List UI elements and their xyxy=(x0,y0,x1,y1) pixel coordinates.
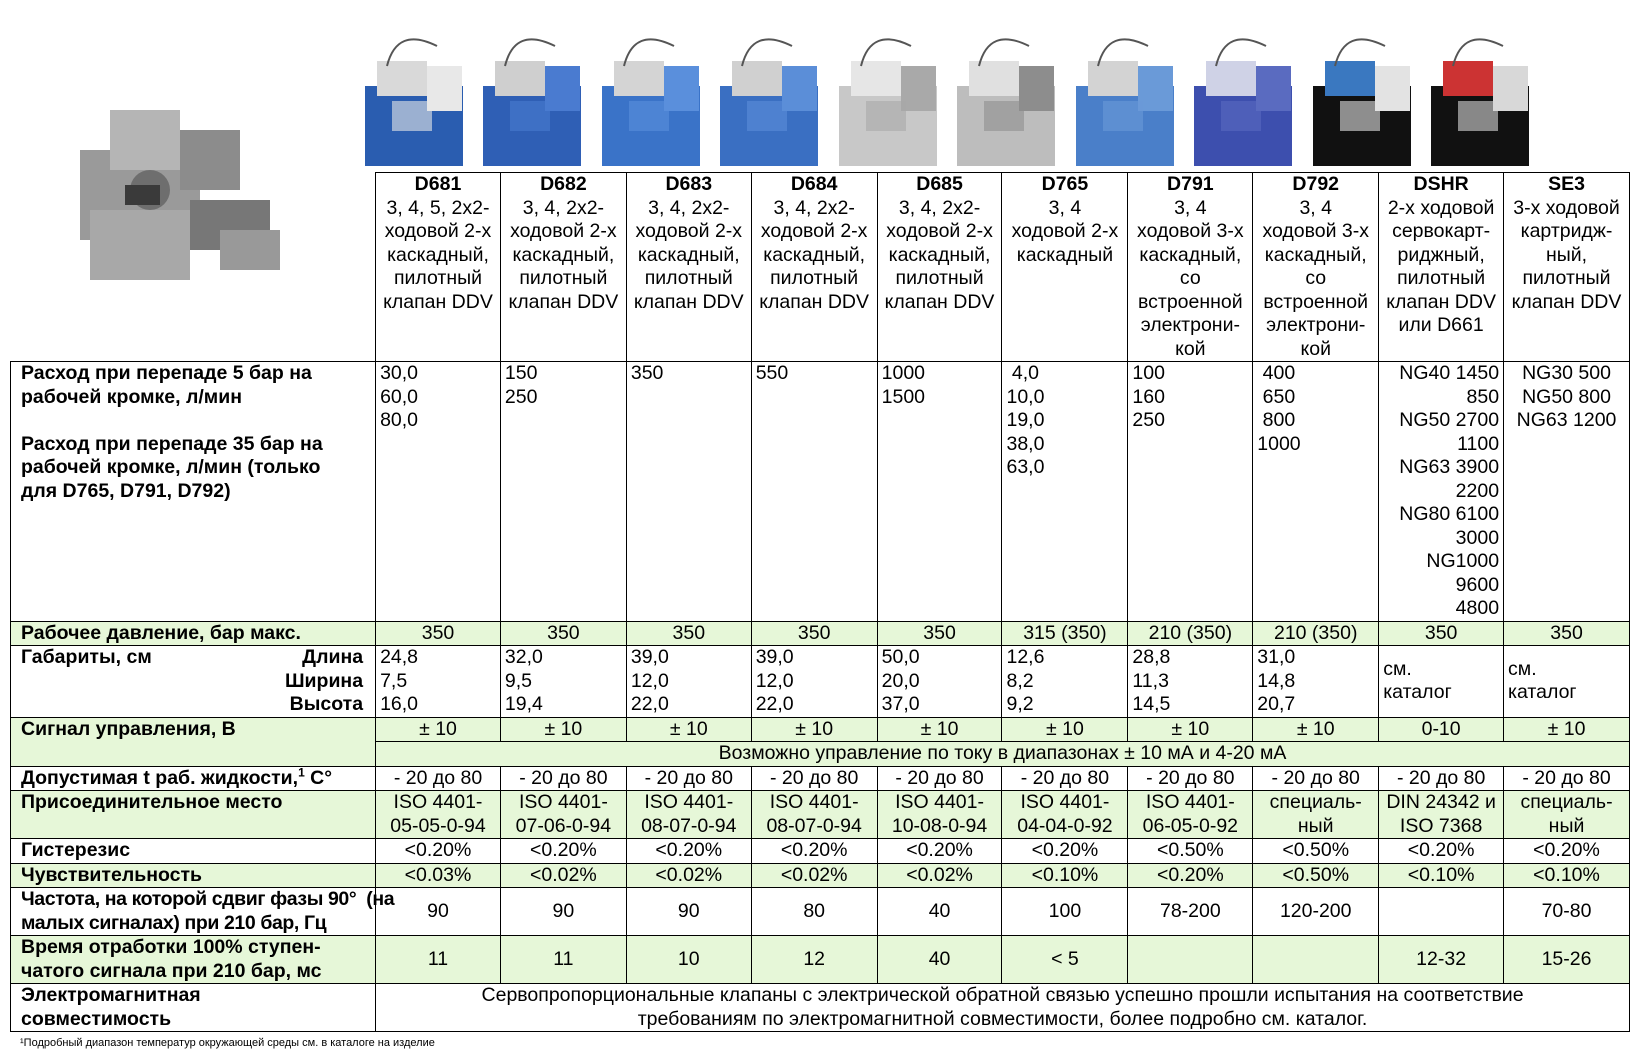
dims-value: 39,0 12,0 22,0 xyxy=(751,646,877,718)
flow-value: 400 650 800 1000 xyxy=(1253,362,1379,622)
mount-value: специаль- ный xyxy=(1253,791,1379,839)
pressure-value: 315 (350) xyxy=(1002,621,1128,646)
sensitivity-value: <0.20% xyxy=(1128,863,1253,888)
table-row xyxy=(11,936,1630,984)
mount-value: ISO 4401- 06-05-0-92 xyxy=(1128,791,1253,839)
dims-value: 28,8 11,3 14,5 xyxy=(1128,646,1253,718)
dims-value: 24,8 7,5 16,0 xyxy=(376,646,501,718)
temp-value: - 20 до 80 xyxy=(1379,766,1504,791)
flow-value: 4,0 10,0 19,0 38,0 63,0 xyxy=(1002,362,1128,622)
signal-label: Сигнал управления, В xyxy=(11,717,376,766)
model-name: D792 xyxy=(1292,173,1340,195)
step-time-label: Время отработки 100% ступен- чатого сигнала при 210 бар, мс xyxy=(11,936,376,984)
hysteresis-value: <0.20% xyxy=(1379,839,1504,864)
valve-d792-image xyxy=(1186,6,1300,172)
step-time-value: < 5 xyxy=(1002,936,1128,984)
step-time-value: 12 xyxy=(751,936,877,984)
model-description: 2-х ходовой сервокарт- риджный, пилотный клапан DDV или D661 xyxy=(1386,196,1496,336)
model-header-d681 xyxy=(376,173,501,362)
pressure-label: Рабочее давление, бар макс. xyxy=(11,621,376,646)
hysteresis-value: <0.20% xyxy=(877,839,1002,864)
pressure-value: 350 xyxy=(1379,621,1504,646)
hysteresis-value: <0.20% xyxy=(376,839,501,864)
model-description: 3, 4, 2x2- ходовой 2-х каскадный, пилотный клапан DDV xyxy=(508,196,619,313)
table-row xyxy=(11,621,1630,646)
valve-d685-image xyxy=(831,6,945,172)
emc-text: Сервопропорциональные клапаны с электрической обратной связью успешно прошли испытания на соответствие требованиям по электромагнитной совместимости, более подробно см. каталог. xyxy=(376,984,1630,1032)
mount-label: Присоединительное место xyxy=(11,791,376,839)
temp-unit: С° xyxy=(304,766,333,789)
model-name: D683 xyxy=(665,173,713,195)
temp-value: - 20 до 80 xyxy=(1002,766,1128,791)
model-header-d683 xyxy=(626,173,751,362)
model-name: D765 xyxy=(1041,173,1089,195)
pressure-value: 350 xyxy=(376,621,501,646)
dims-value: 31,0 14,8 20,7 xyxy=(1253,646,1379,718)
pressure-value: 350 xyxy=(500,621,626,646)
model-name: D682 xyxy=(540,173,587,195)
valve-d683-image xyxy=(594,6,708,172)
model-description: 3, 4, 2x2- ходовой 2-х каскадный, пилотный клапан DDV xyxy=(884,196,995,313)
table-row xyxy=(11,766,1630,791)
dims-value: 39,0 12,0 22,0 xyxy=(626,646,751,718)
hysteresis-value: <0.50% xyxy=(1128,839,1253,864)
model-header-d792 xyxy=(1253,173,1379,362)
hysteresis-value: <0.20% xyxy=(1002,839,1128,864)
model-description: 3, 4 ходовой 2-х каскадный xyxy=(1011,196,1119,266)
temp-value: - 20 до 80 xyxy=(376,766,501,791)
model-name: D791 xyxy=(1167,173,1214,195)
model-header-se3 xyxy=(1504,173,1630,362)
model-name: DSHR xyxy=(1413,173,1469,195)
dims-sublabels: Длина Ширина Высота xyxy=(284,646,364,715)
signal-value: ± 10 xyxy=(500,717,626,742)
sensitivity-value: <0.02% xyxy=(500,863,626,888)
dims-label xyxy=(11,646,376,718)
table-row xyxy=(11,791,1630,839)
valve-d681-image xyxy=(357,6,471,172)
emc-label: Электромагнитная совместимость xyxy=(11,984,376,1032)
mount-value: специаль- ный xyxy=(1504,791,1630,839)
table-row xyxy=(11,984,1630,1032)
mount-value: ISO 4401- 08-07-0-94 xyxy=(751,791,877,839)
footnote-marker: 1 xyxy=(298,765,305,779)
flow-value: NG30 500 NG50 800 NG63 1200 xyxy=(1504,362,1630,622)
flow-value: 30,0 60,0 80,0 xyxy=(376,362,501,622)
frequency-value: 90 xyxy=(376,888,501,936)
signal-value: ± 10 xyxy=(1504,717,1630,742)
flow-value: NG40 1450 850 NG50 2700 1100 NG63 3900 2200 NG80 6100 3000 NG1000 9600 4800 xyxy=(1379,362,1504,622)
flow-value: 100 160 250 xyxy=(1128,362,1253,622)
pressure-value: 210 (350) xyxy=(1253,621,1379,646)
mount-value: ISO 4401- 07-06-0-94 xyxy=(500,791,626,839)
signal-value: 0-10 xyxy=(1379,717,1504,742)
hysteresis-label: Гистерезис xyxy=(11,839,376,864)
table-row xyxy=(11,173,1630,362)
hysteresis-value: <0.50% xyxy=(1253,839,1379,864)
temp-label xyxy=(11,766,376,791)
dims-value: см. каталог xyxy=(1379,646,1504,718)
frequency-value: 90 xyxy=(500,888,626,936)
frequency-label: Частота, на которой сдвиг фазы 90° (на малых сигналах) при 210 бар, Гц xyxy=(11,888,376,936)
model-header-dshr xyxy=(1379,173,1504,362)
sensitivity-value: <0.02% xyxy=(751,863,877,888)
sensitivity-value: <0.10% xyxy=(1504,863,1630,888)
pressure-value: 210 (350) xyxy=(1128,621,1253,646)
valve-d765-image xyxy=(949,6,1063,172)
model-name: D685 xyxy=(916,173,963,195)
model-name: D684 xyxy=(790,173,838,195)
signal-value: ± 10 xyxy=(1002,717,1128,742)
temp-value: - 20 до 80 xyxy=(877,766,1002,791)
corner-blank xyxy=(11,173,376,362)
model-header-d685 xyxy=(877,173,1002,362)
frequency-value: 100 xyxy=(1002,888,1128,936)
frequency-value: 80 xyxy=(751,888,877,936)
footnote: ¹Подробный диапазон температур окружающей среды см. в каталоге на изделие xyxy=(20,1037,435,1049)
frequency-value: 70-80 xyxy=(1504,888,1630,936)
valve-d684-image xyxy=(712,6,826,172)
table-row xyxy=(11,888,1630,936)
signal-value: ± 10 xyxy=(1253,717,1379,742)
model-header-d682 xyxy=(500,173,626,362)
model-header-d791 xyxy=(1128,173,1253,362)
dims-value: 50,0 20,0 37,0 xyxy=(877,646,1002,718)
step-time-value: 12-32 xyxy=(1379,936,1504,984)
model-description: 3-х ходовой картридж- ный, пилотный клапан DDV xyxy=(1511,196,1622,313)
flow-label: Расход при перепаде 5 бар на рабочей кромке, л/мин Расход при перепаде 35 бар на рабочей кромке, л/мин (только для D765, D791, D792) xyxy=(11,362,376,622)
valve-dshr-image xyxy=(1305,6,1419,172)
model-name: D681 xyxy=(414,173,462,195)
valve-se3-image xyxy=(1423,6,1537,172)
sensitivity-value: <0.02% xyxy=(877,863,1002,888)
step-time-value xyxy=(1253,936,1379,984)
step-time-value: 11 xyxy=(500,936,626,984)
signal-note: Возможно управление по току в диапазонах ± 10 мА и 4-20 мА xyxy=(376,742,1630,767)
sensitivity-value: <0.10% xyxy=(1379,863,1504,888)
temp-value: - 20 до 80 xyxy=(626,766,751,791)
signal-value: ± 10 xyxy=(751,717,877,742)
sensitivity-value: <0.50% xyxy=(1253,863,1379,888)
flow-value: 350 xyxy=(626,362,751,622)
mount-value: DIN 24342 и ISO 7368 xyxy=(1379,791,1504,839)
model-header-d684 xyxy=(751,173,877,362)
valve-d682-image xyxy=(475,6,589,172)
frequency-value: 78-200 xyxy=(1128,888,1253,936)
table-row xyxy=(11,717,1630,742)
model-header-d765 xyxy=(1002,173,1128,362)
hysteresis-value: <0.20% xyxy=(626,839,751,864)
frequency-value: 120-200 xyxy=(1253,888,1379,936)
frequency-value: 40 xyxy=(877,888,1002,936)
step-time-value: 15-26 xyxy=(1504,936,1630,984)
pressure-value: 350 xyxy=(751,621,877,646)
mount-value: ISO 4401- 04-04-0-92 xyxy=(1002,791,1128,839)
temp-value: - 20 до 80 xyxy=(500,766,626,791)
pressure-value: 350 xyxy=(877,621,1002,646)
step-time-value: 11 xyxy=(376,936,501,984)
dims-value: 12,6 8,2 9,2 xyxy=(1002,646,1128,718)
hysteresis-value: <0.20% xyxy=(1504,839,1630,864)
sensitivity-value: <0.10% xyxy=(1002,863,1128,888)
temp-value: - 20 до 80 xyxy=(751,766,877,791)
mount-value: ISO 4401- 08-07-0-94 xyxy=(626,791,751,839)
valve-d791-image xyxy=(1068,6,1182,172)
table-row xyxy=(11,839,1630,864)
table-row xyxy=(11,362,1630,622)
table-row xyxy=(11,646,1630,718)
step-time-value xyxy=(1128,936,1253,984)
dims-value: 32,0 9,5 19,4 xyxy=(500,646,626,718)
spec-table xyxy=(10,172,1630,1032)
hysteresis-value: <0.20% xyxy=(751,839,877,864)
dims-title: Габариты, см xyxy=(21,646,152,668)
sensitivity-value: <0.03% xyxy=(376,863,501,888)
model-description: 3, 4, 5, 2x2- ходовой 2-х каскадный, пилотный клапан DDV xyxy=(383,196,493,313)
frequency-value: 90 xyxy=(626,888,751,936)
flow-value: 1000 1500 xyxy=(877,362,1002,622)
temp-value: - 20 до 80 xyxy=(1504,766,1630,791)
signal-value: ± 10 xyxy=(877,717,1002,742)
signal-value: ± 10 xyxy=(1128,717,1253,742)
temp-label-text: Допустимая t раб. жидкости, xyxy=(21,766,299,789)
pressure-value: 350 xyxy=(1504,621,1630,646)
dims-value: см. каталог xyxy=(1504,646,1630,718)
temp-value: - 20 до 80 xyxy=(1128,766,1253,791)
mount-value: ISO 4401- 05-05-0-94 xyxy=(376,791,501,839)
signal-value: ± 10 xyxy=(626,717,751,742)
model-name: SE3 xyxy=(1548,173,1585,195)
step-time-value: 40 xyxy=(877,936,1002,984)
mount-value: ISO 4401- 10-08-0-94 xyxy=(877,791,1002,839)
step-time-value: 10 xyxy=(626,936,751,984)
sensitivity-value: <0.02% xyxy=(626,863,751,888)
flow-value: 550 xyxy=(751,362,877,622)
pressure-value: 350 xyxy=(626,621,751,646)
signal-value: ± 10 xyxy=(376,717,501,742)
model-description: 3, 4 ходовой 3-х каскадный, со встроенной электрони- кой xyxy=(1262,196,1369,360)
hysteresis-value: <0.20% xyxy=(500,839,626,864)
frequency-value xyxy=(1379,888,1504,936)
sensitivity-label: Чувствительность xyxy=(11,863,376,888)
flow-value: 150 250 xyxy=(500,362,626,622)
model-description: 3, 4, 2x2- ходовой 2-х каскадный, пилотный клапан DDV xyxy=(759,196,870,313)
model-description: 3, 4, 2x2- ходовой 2-х каскадный, пилотный клапан DDV xyxy=(633,196,744,313)
model-description: 3, 4 ходовой 3-х каскадный, со встроенной электрони- кой xyxy=(1137,196,1244,360)
temp-value: - 20 до 80 xyxy=(1253,766,1379,791)
table-row xyxy=(11,863,1630,888)
